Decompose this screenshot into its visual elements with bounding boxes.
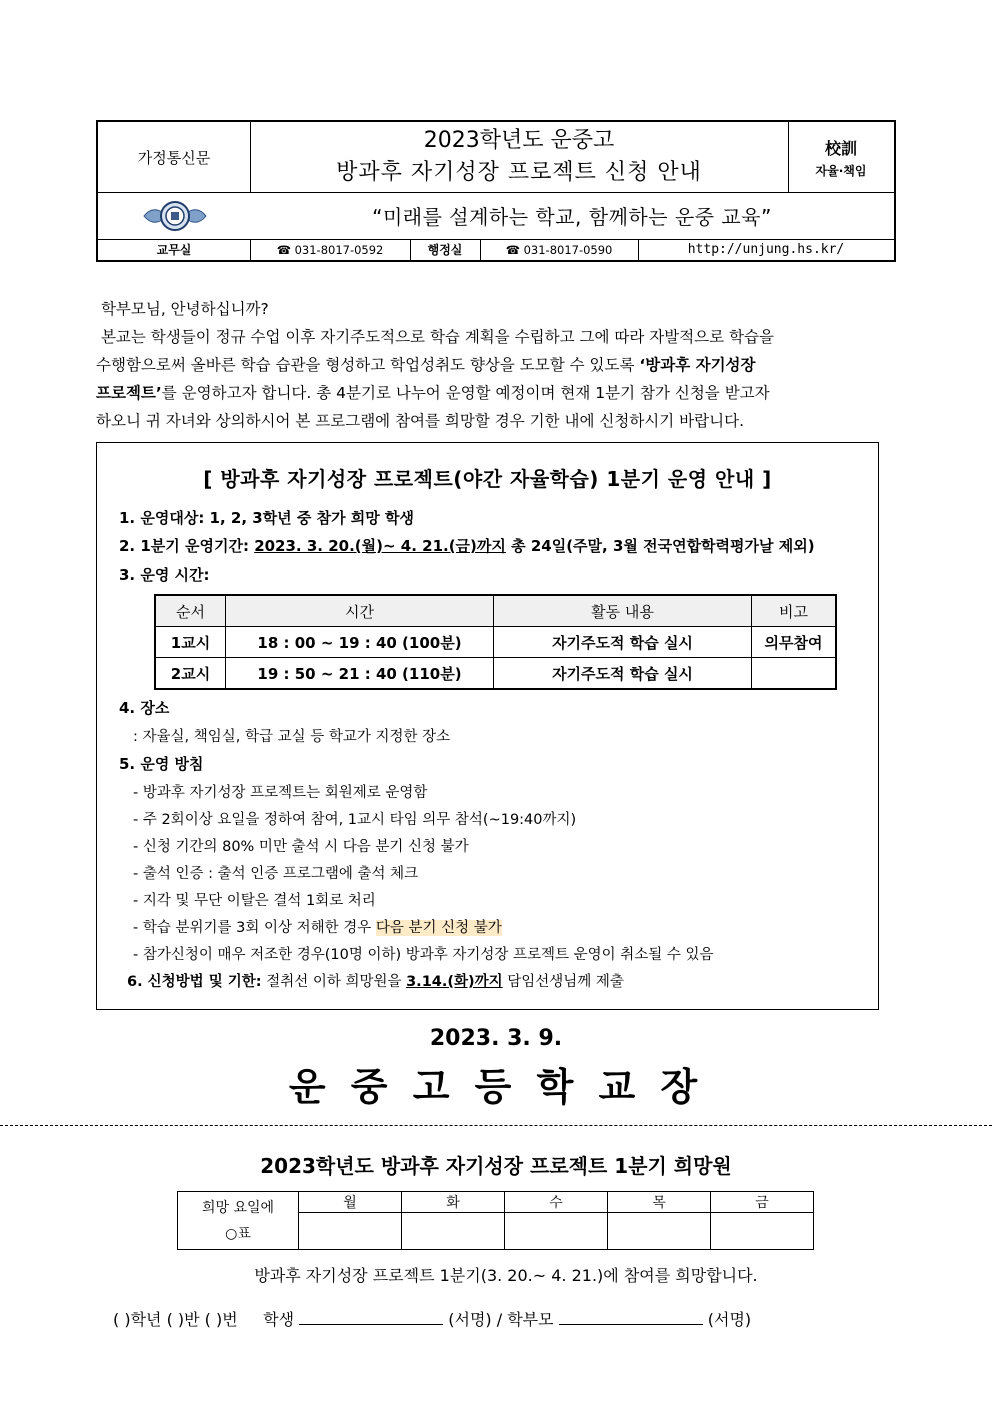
schedule-row	[155, 658, 836, 690]
item2-prefix: 2. 1분기 운영기간:	[119, 537, 255, 555]
school-emblem	[140, 200, 210, 232]
office1-cell	[98, 239, 250, 260]
item4-text: : 자율실, 책임실, 학급 교실 등 학교가 지정한 장소	[133, 729, 451, 745]
schedule-header-row	[155, 595, 836, 627]
policy6-highlight: 다음 분기 신청 불가	[375, 920, 502, 936]
title-line1: 2023학년도 운중고	[423, 128, 615, 153]
participation-statement: 방과후 자기성장 프로젝트 1분기(3. 20.~ 4. 21.)에 참여를 희망합니다.	[254, 1266, 758, 1285]
intro-line4: 하오니 귀 자녀와 상의하시어 본 프로그램에 참여를 희망할 경우 기한 내에 신청하시기 바랍니다.	[96, 412, 745, 430]
office1-phone-cell	[250, 239, 410, 260]
url-cell	[638, 239, 894, 260]
title-line2: 방과후 자기성장 프로젝트 신청 안내	[336, 160, 702, 185]
day-checkbox-mon[interactable]	[299, 1213, 402, 1250]
slogan-cell	[250, 192, 894, 239]
item4: 4. 장소	[119, 699, 170, 717]
day-header: 수	[505, 1192, 608, 1213]
office2-cell	[410, 239, 480, 260]
item6	[127, 970, 624, 991]
schedule-cell: 2교시	[155, 658, 226, 690]
policy-item-5: - 지각 및 무단 이탈은 결석 1회로 처리	[133, 893, 376, 909]
schedule-table	[154, 594, 837, 690]
motto-text: 자율·책임	[815, 163, 867, 178]
wish-day-table	[177, 1191, 814, 1250]
intro-line1: 본교는 학생들이 정규 수업 이후 자기주도적으로 학습 계획을 수립하고 그에 따라 자발적으로 학습을	[100, 328, 774, 346]
item1: 1. 운영대상: 1, 2, 3학년 중 참가 희망 학생	[119, 509, 414, 527]
office2-phone-cell	[480, 239, 638, 260]
category-cell	[98, 122, 250, 192]
intro-line2-bold: ‘방과후 자기성장	[639, 356, 756, 374]
policy6-prefix: - 학습 분위기를 3회 이상 저해한 경우	[133, 920, 376, 936]
sign-student-label: 학생	[263, 1310, 295, 1329]
day-checkbox-wed[interactable]	[505, 1213, 608, 1250]
notice-title: [ 방과후 자기성장 프로젝트(야간 자율학습) 1분기 운영 안내 ]	[203, 467, 772, 491]
day-checkbox-fri[interactable]	[711, 1213, 814, 1250]
wish-label-cell	[178, 1192, 299, 1250]
item2-period: 2023. 3. 20.(월)~ 4. 21.(금)까지	[254, 537, 506, 555]
policy-item-6	[133, 916, 502, 937]
wish-label-1: 희망 요일에	[201, 1199, 275, 1216]
intro-greeting	[96, 295, 898, 323]
issue-date: 2023. 3. 9.	[429, 1026, 563, 1051]
schedule-cell: 19 : 50 ~ 21 : 40 (110분)	[226, 658, 494, 690]
category-label: 가정통신문	[137, 148, 211, 167]
schedule-header-cell: 시간	[226, 595, 494, 627]
motto-cell	[788, 122, 894, 192]
cut-line	[0, 1125, 992, 1126]
school-url[interactable]: http://unjung.hs.kr/	[687, 242, 845, 257]
sign-grade-class-number[interactable]: ( )학년 ( )반 ( )번	[113, 1310, 238, 1329]
schedule-cell: 자기주도적 학습 실시	[494, 658, 752, 690]
intro-line3-bold: 프로젝트’	[96, 384, 162, 402]
policy-item-7: - 참가신청이 매우 저조한 경우(10명 이하) 방과후 자기성장 프로젝트 운영이 취소될 수 있음	[133, 947, 714, 963]
schedule-row	[155, 627, 836, 658]
wish-label-2: ○표	[225, 1225, 251, 1242]
item6-deadline: 3.14.(화)까지	[406, 974, 503, 990]
office1-phone: ☎ 031-8017-0592	[276, 242, 384, 257]
day-checkbox-thu[interactable]	[608, 1213, 711, 1250]
slogan: “미래를 설계하는 학교, 함께하는 운중 교육”	[372, 205, 772, 229]
principal-signature: 운 중 고 등 학 교 장	[288, 1065, 704, 1109]
schedule-cell: 의무참여	[752, 627, 837, 658]
notice-box	[96, 442, 879, 1010]
student-signature-field[interactable]	[299, 1310, 443, 1325]
item2-suffix: 총 24일(주말, 3월 전국연합학력평가날 제외)	[505, 537, 815, 555]
day-header: 금	[711, 1192, 814, 1213]
item6-text2: 담임선생님께 제출	[502, 974, 624, 990]
office2-phone: ☎ 031-8017-0590	[505, 242, 613, 257]
item6-text1: 절취선 이하 희망원을	[261, 974, 407, 990]
signature-line	[113, 1307, 751, 1330]
day-checkbox-tue[interactable]	[402, 1213, 505, 1250]
greeting-text: 학부모님, 안녕하십니까?	[100, 300, 269, 318]
day-header: 월	[299, 1192, 402, 1213]
item6-label: 6. 신청방법 및 기한:	[127, 974, 262, 990]
intro-line2: 수행함으로써 올바른 학습 습관을 형성하고 학업성취도 향상을 도모할 수 있도록	[96, 356, 640, 374]
policy-item-1: - 방과후 자기성장 프로젝트는 회원제로 운영함	[133, 785, 428, 801]
schedule-header-cell: 순서	[155, 595, 226, 627]
schedule-header-cell: 비고	[752, 595, 837, 627]
schedule-header-cell: 활동 내용	[494, 595, 752, 627]
day-header: 목	[608, 1192, 711, 1213]
policy-item-4: - 출석 인증 : 출석 인증 프로그램에 출석 체크	[133, 866, 419, 882]
policy-item-3: - 신청 기간의 80% 미만 출석 시 다음 분기 신청 불가	[133, 839, 469, 855]
title-cell	[250, 122, 788, 192]
sign-end-label: (서명)	[707, 1310, 752, 1329]
item2	[119, 535, 815, 556]
office1-label: 교무실	[156, 243, 192, 257]
header-table	[96, 120, 896, 262]
intro-paragraph	[96, 323, 898, 435]
schedule-cell	[752, 658, 837, 690]
form-title: 2023학년도 방과후 자기성장 프로젝트 1분기 희망원	[260, 1154, 732, 1178]
schedule-cell: 18 : 00 ~ 19 : 40 (100분)	[226, 627, 494, 658]
schedule-cell: 1교시	[155, 627, 226, 658]
item3: 3. 운영 시간:	[119, 566, 210, 584]
item5: 5. 운영 방침	[119, 755, 204, 773]
day-header: 화	[402, 1192, 505, 1213]
motto-label: 校訓	[824, 138, 857, 158]
sign-parent-label: (서명) / 학부모	[448, 1310, 554, 1329]
office2-label: 행정실	[427, 243, 463, 257]
schedule-cell: 자기주도적 학습 실시	[494, 627, 752, 658]
policy-item-2: - 주 2회이상 요일을 정하여 참여, 1교시 타임 의무 참석(~19:40까지)	[133, 812, 577, 828]
parent-signature-field[interactable]	[559, 1310, 703, 1325]
intro-line3: 를 운영하고자 합니다. 총 4분기로 나누어 운영할 예정이며 현재 1분기 참가 신청을 받고자	[161, 384, 770, 402]
